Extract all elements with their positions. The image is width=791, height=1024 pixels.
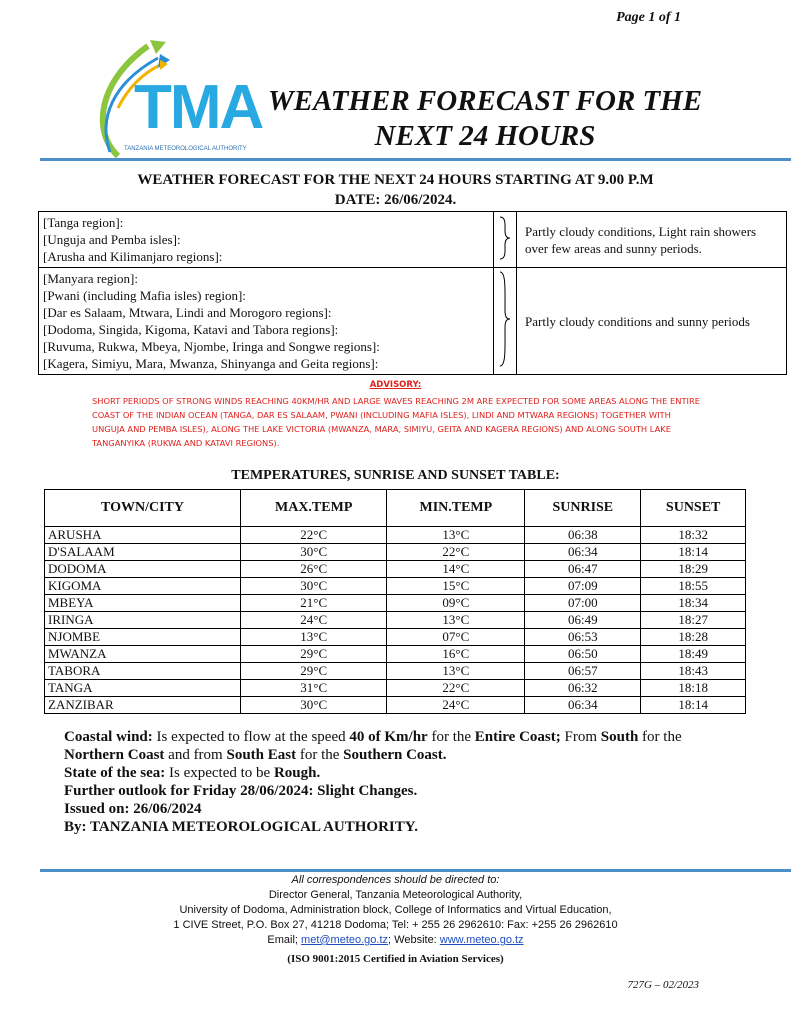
note-text: for the	[427, 729, 475, 745]
max-temp-cell: 24°C	[241, 612, 387, 629]
region-line: [Tanga region]:	[43, 215, 124, 230]
table-row	[45, 544, 746, 561]
sunset-cell: 18:27	[641, 612, 746, 629]
note-bold: Entire Coast;	[474, 729, 561, 745]
town-cell: ARUSHA	[45, 527, 241, 544]
sunset-cell: 18:32	[641, 527, 746, 544]
sunset-cell: 18:14	[641, 544, 746, 561]
brace-icon	[494, 212, 517, 268]
forecast-regions	[39, 268, 494, 375]
sunrise-cell: 06:47	[525, 561, 641, 578]
address-line: Director General, Tanzania Meteorological Authority,	[268, 889, 523, 901]
form-number: 727G – 02/2023	[627, 979, 699, 991]
min-temp-cell: 13°C	[387, 612, 525, 629]
sunrise-cell: 06:53	[525, 629, 641, 646]
forecast-subtitle: WEATHER FORECAST FOR THE NEXT 24 HOURS STARTING AT 9.00 P.M	[137, 172, 654, 188]
page-title	[262, 84, 708, 154]
sunset-cell: 18:34	[641, 595, 746, 612]
town-cell: KIGOMA	[45, 578, 241, 595]
temperature-table	[44, 489, 746, 714]
contact-line	[40, 933, 751, 948]
advisory-title: ADVISORY:	[369, 380, 422, 390]
header-divider	[40, 158, 791, 161]
note-text: From	[560, 729, 601, 745]
sunset-cell: 18:49	[641, 646, 746, 663]
note-bold: South East	[226, 747, 297, 763]
sunset-cell: 18:29	[641, 561, 746, 578]
table-row	[45, 612, 746, 629]
sunrise-cell: 06:38	[525, 527, 641, 544]
column-header: MAX.TEMP	[241, 490, 387, 527]
table-row	[45, 629, 746, 646]
outlook-note	[64, 782, 704, 800]
website-link[interactable]: www.meteo.go.tz	[439, 934, 524, 946]
brace-icon	[494, 268, 517, 375]
town-cell: ZANZIBAR	[45, 697, 241, 714]
min-temp-cell: 22°C	[387, 680, 525, 697]
sunrise-cell: 06:34	[525, 544, 641, 561]
column-header: MIN.TEMP	[387, 490, 525, 527]
max-temp-cell: 13°C	[241, 629, 387, 646]
website-label: ; Website:	[388, 934, 440, 946]
sea-state-value: Rough.	[273, 765, 321, 781]
max-temp-cell: 30°C	[241, 578, 387, 595]
sunrise-cell: 06:32	[525, 680, 641, 697]
advisory-text: SHORT PERIODS OF STRONG WINDS REACHING 40KM/HR AND LARGE WAVES REACHING 2M ARE EXPECTED FOR SOME AREAS ALONG THE ENTIRE COAST OF THE INDIAN OCEAN (TANGA, DAR ES SALAAM, PWANI (INCLUDING MAFIA ISLES), LINDI AND MTWARA REGIONS) TOGETHER WITH UNGUJA AND PEMBA ISLES), ALONG THE LAKE VICTORIA (MWANZA, MARA, SIMIYU, GEITA AND KAGERA REGIONS) AND ALONG SOUTH LAKE TANGANYIKA (RUKWA AND KATAVI REGIONS).	[92, 396, 700, 448]
sunrise-cell: 07:09	[525, 578, 641, 595]
max-temp-cell: 29°C	[241, 663, 387, 680]
min-temp-cell: 16°C	[387, 646, 525, 663]
sunrise-cell: 06:50	[525, 646, 641, 663]
issued-text: Issued on: 26/06/2024	[64, 801, 202, 817]
table-row	[45, 697, 746, 714]
column-header: SUNRISE	[525, 490, 641, 527]
sunrise-cell: 06:34	[525, 697, 641, 714]
town-cell: MBEYA	[45, 595, 241, 612]
region-line: [Pwani (including Mafia isles) region]:	[43, 288, 246, 303]
logo-tagline: TANZANIA METEOROLOGICAL AUTHORITY	[124, 146, 247, 152]
note-bold: Northern Coast	[64, 747, 165, 763]
correspondence-heading: All correspondences should be directed to:	[291, 874, 500, 886]
town-cell: MWANZA	[45, 646, 241, 663]
town-cell: TANGA	[45, 680, 241, 697]
forecast-regions	[39, 212, 494, 268]
column-header: SUNSET	[641, 490, 746, 527]
sunset-cell: 18:55	[641, 578, 746, 595]
temperature-table-title: TEMPERATURES, SUNRISE AND SUNSET TABLE:	[231, 468, 560, 483]
table-row	[45, 680, 746, 697]
max-temp-cell: 26°C	[241, 561, 387, 578]
town-cell: TABORA	[45, 663, 241, 680]
sunset-cell: 18:43	[641, 663, 746, 680]
forecast-row	[39, 212, 787, 268]
region-line: [Kagera, Simiyu, Mara, Mwanza, Shinyanga and Geita regions]:	[43, 356, 379, 371]
note-text: Is expected to be	[165, 765, 274, 781]
issued-note	[64, 800, 704, 818]
forecast-row	[39, 268, 787, 375]
min-temp-cell: 13°C	[387, 663, 525, 680]
note-text: Is expected to flow at the speed	[152, 729, 350, 745]
outlook-text: Further outlook for Friday 28/06/2024: Slight Changes.	[64, 783, 418, 799]
max-temp-cell: 22°C	[241, 527, 387, 544]
min-temp-cell: 22°C	[387, 544, 525, 561]
table-row	[45, 578, 746, 595]
min-temp-cell: 09°C	[387, 595, 525, 612]
region-line: [Ruvuma, Rukwa, Mbeya, Njombe, Iringa and Songwe regions]:	[43, 339, 380, 354]
table-row	[45, 527, 746, 544]
note-bold: Southern Coast.	[343, 747, 447, 763]
min-temp-cell: 13°C	[387, 527, 525, 544]
region-line: [Dodoma, Singida, Kigoma, Katavi and Tabora regions]:	[43, 322, 339, 337]
forecast-notes	[64, 728, 704, 836]
region-line: [Arusha and Kilimanjaro regions]:	[43, 249, 223, 264]
table-row	[45, 646, 746, 663]
forecast-description: Partly cloudy conditions and sunny periods	[517, 268, 787, 375]
forecast-description: Partly cloudy conditions, Light rain showers over few areas and sunny periods.	[517, 212, 787, 268]
table-row	[45, 595, 746, 612]
column-header: TOWN/CITY	[45, 490, 241, 527]
max-temp-cell: 31°C	[241, 680, 387, 697]
table-header-row	[45, 490, 746, 527]
correspondence-block	[40, 873, 751, 948]
issuer-text: By: TANZANIA METEOROLOGICAL AUTHORITY.	[64, 819, 418, 835]
email-label: Email;	[267, 934, 302, 946]
sea-state-note	[64, 764, 704, 782]
forecast-table	[38, 211, 787, 375]
sunset-cell: 18:14	[641, 697, 746, 714]
table-row	[45, 663, 746, 680]
town-cell: IRINGA	[45, 612, 241, 629]
town-cell: D'SALAAM	[45, 544, 241, 561]
sunrise-cell: 06:57	[525, 663, 641, 680]
town-cell: NJOMBE	[45, 629, 241, 646]
note-text: for the	[638, 729, 682, 745]
note-bold: 40 of Km/hr	[349, 729, 428, 745]
region-line: [Manyara region]:	[43, 271, 138, 286]
forecast-date: DATE: 26/06/2024.	[334, 192, 457, 208]
coastal-wind-label: Coastal wind:	[64, 729, 153, 745]
sunrise-cell: 07:00	[525, 595, 641, 612]
sunrise-cell: 06:49	[525, 612, 641, 629]
min-temp-cell: 14°C	[387, 561, 525, 578]
min-temp-cell: 15°C	[387, 578, 525, 595]
max-temp-cell: 21°C	[241, 595, 387, 612]
footer-divider	[40, 869, 791, 872]
max-temp-cell: 29°C	[241, 646, 387, 663]
note-bold: South	[600, 729, 639, 745]
address-line: University of Dodoma, Administration block, College of Informatics and Virtual Education,	[179, 904, 612, 916]
region-line: [Unguja and Pemba isles]:	[43, 232, 181, 247]
min-temp-cell: 07°C	[387, 629, 525, 646]
issuer-note	[64, 818, 704, 836]
region-line: [Dar es Salaam, Mtwara, Lindi and Morogoro regions]:	[43, 305, 332, 320]
min-temp-cell: 24°C	[387, 697, 525, 714]
title-line-1: WEATHER FORECAST FOR THE	[267, 85, 703, 117]
note-text: for the	[296, 747, 344, 763]
tma-logo	[88, 38, 263, 160]
address-line: 1 CIVE Street, P.O. Box 27, 41218 Dodoma; Tel: + 255 26 2962610: Fax: +255 26 2962610	[173, 919, 618, 931]
iso-certification: (ISO 9001:2015 Certified in Aviation Services)	[287, 953, 504, 965]
table-row	[45, 561, 746, 578]
sea-state-label: State of the sea:	[64, 765, 166, 781]
coastal-wind-note	[64, 728, 704, 764]
title-line-2: NEXT 24 HOURS	[374, 120, 596, 152]
max-temp-cell: 30°C	[241, 697, 387, 714]
note-text: and from	[164, 747, 227, 763]
email-link[interactable]: met@meteo.go.tz	[301, 934, 389, 946]
town-cell: DODOMA	[45, 561, 241, 578]
max-temp-cell: 30°C	[241, 544, 387, 561]
sunset-cell: 18:28	[641, 629, 746, 646]
sunset-cell: 18:18	[641, 680, 746, 697]
logo-text: TMA	[134, 73, 263, 142]
page-number: Page 1 of 1	[616, 10, 681, 25]
